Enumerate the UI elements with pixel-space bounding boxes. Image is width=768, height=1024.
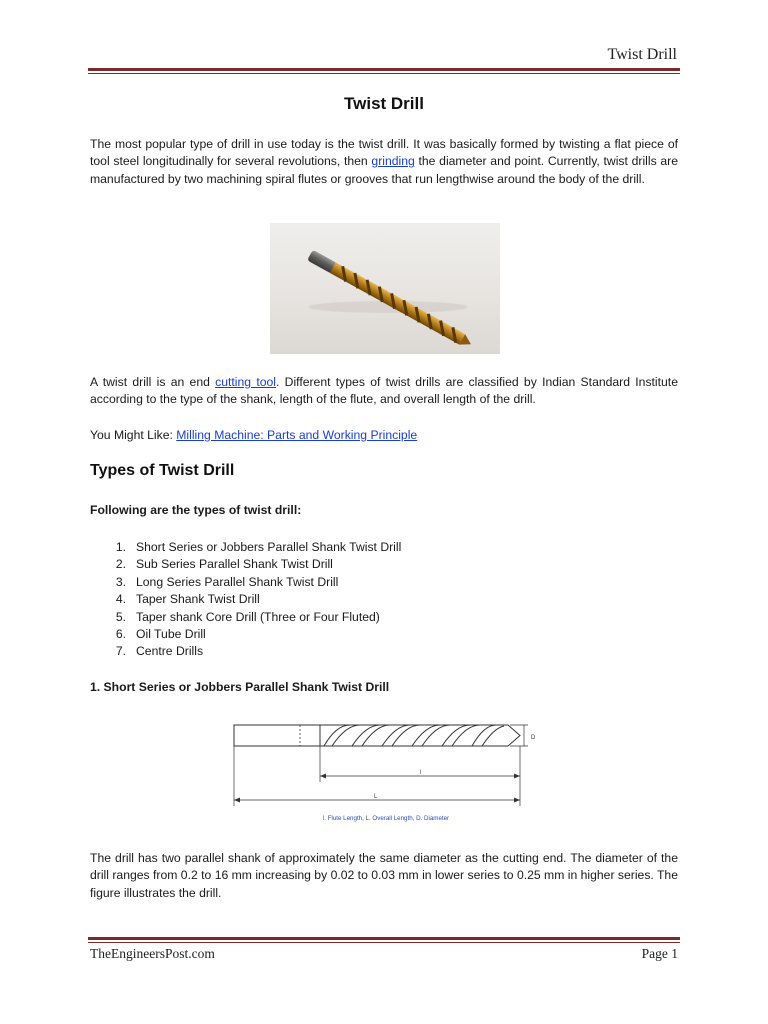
types-heading: Types of Twist Drill	[90, 462, 235, 479]
cutting-tool-link[interactable]: cutting tool	[215, 375, 276, 389]
diagram-caption: l. Flute Length, L. Overall Length, D. Diameter	[322, 815, 450, 822]
shank-description-paragraph: The drill has two parallel shank of approximately the same diameter as the cutting end. The diameter of the drill ranges from 0.2 to 16 mm increasing by 0.02 to 0.03 mm in lower series to 0.25 mm in higher series. The figure illustrates the drill.	[90, 851, 678, 900]
label-l: l	[420, 770, 422, 776]
list-item: 3. Long Series Parallel Shank Twist Drill	[115, 574, 339, 589]
list-item: 2. Sub Series Parallel Shank Twist Drill	[115, 557, 333, 572]
list-item: 4. Taper Shank Twist Drill	[115, 592, 260, 607]
milling-machine-link[interactable]: Milling Machine: Parts and Working Principle	[176, 428, 418, 442]
list-item: 5. Taper shank Core Drill (Three or Four Fluted)	[115, 609, 380, 624]
list-item: 6. Oil Tube Drill	[115, 627, 206, 642]
list-item: 1. Short Series or Jobbers Parallel Shank Twist Drill	[115, 540, 402, 554]
section1-heading: 1. Short Series or Jobbers Parallel Shank Twist Drill	[90, 680, 390, 694]
footer-site: TheEngineersPost.com	[90, 946, 215, 961]
twist-drill-photo	[270, 223, 500, 354]
footer-page-number: Page 1	[641, 946, 678, 961]
types-list	[90, 539, 401, 661]
label-d: D	[531, 735, 536, 741]
header-rule	[88, 68, 680, 74]
cutting-tool-paragraph: A twist drill is an end cutting tool. Different types of twist drills are classified by Indian Standard Institute according to the type of the shank, length of the flute, and overall length of the drill.	[90, 375, 678, 407]
page-title: Twist Drill	[344, 94, 424, 113]
footer-rule	[88, 937, 680, 943]
you-might-like: You Might Like: Milling Machine: Parts and Working Principle	[90, 428, 418, 442]
label-L: L	[374, 794, 378, 800]
intro-paragraph: The most popular type of drill in use today is the twist drill. It was basically formed by twisting a flat piece of tool steel longitudinally for several revolutions, then grinding the diameter and point. Currently, twist drills are manufactured by two machining spiral flutes or grooves that run lengthwise around the body of the drill.	[90, 137, 678, 186]
grinding-link[interactable]: grinding	[371, 154, 415, 169]
types-intro: Following are the types of twist drill:	[90, 503, 302, 517]
running-header-title: Twist Drill	[607, 46, 677, 63]
drill-dimension-diagram	[228, 716, 546, 826]
list-item: 7. Centre Drills	[115, 644, 204, 659]
